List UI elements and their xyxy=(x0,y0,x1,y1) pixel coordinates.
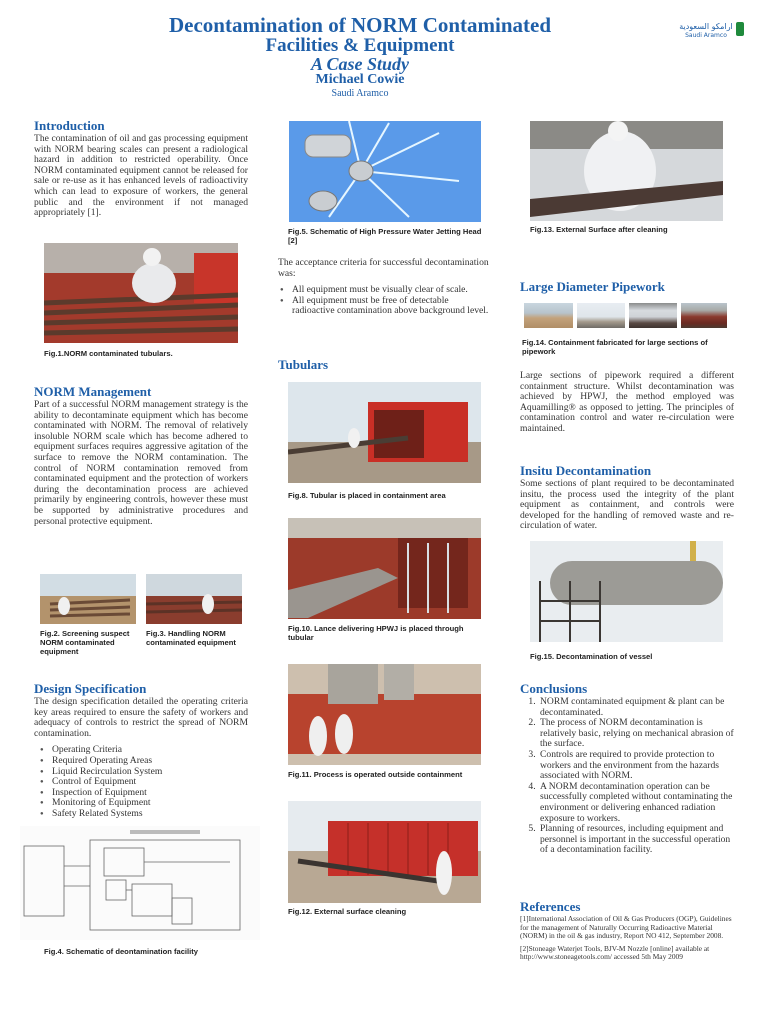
fig12-caption: Fig.12. External surface cleaning xyxy=(288,907,407,916)
fig2-caption: Fig.2. Screening suspect NORM contaminated equipment xyxy=(40,629,130,656)
fig11-image xyxy=(288,664,481,765)
list-item: ● Control of Equipment xyxy=(52,777,248,788)
fig5-caption: Fig.5. Schematic of High Pressure Water Jetting Head [2] xyxy=(288,227,482,245)
fig10-drawing xyxy=(288,518,481,619)
fig14-caption: Fig.14. Containment fabricated for large sections of pipework xyxy=(522,338,708,356)
fig13-caption: Fig.13. External Surface after cleaning xyxy=(530,225,668,234)
fig4-schematic xyxy=(20,826,260,940)
list-item: ● Required Operating Areas xyxy=(52,756,248,767)
acceptance-section xyxy=(278,258,490,317)
fig11-caption: Fig.11. Process is operated outside containment xyxy=(288,770,463,779)
fig3-drawing xyxy=(146,574,242,624)
list-item: ● Inspection of Equipment xyxy=(52,788,248,799)
list-item: ● All equipment must be free of detectable radioactive contamination above background level. xyxy=(292,296,490,317)
insitu-text: Some sections of plant required to be decontaminated insitu, the process used the integrity of the plant equipment as containment, and controls were developed for the handling of removed waste and re-circulation of water. xyxy=(520,478,734,532)
pipework-text: Large sections of pipework required a different containment structure. Whilst decontamination was achieved by HPWJ, the method employed was Aquamilling® as opposed to jetting. The principles of contamination control and water re-circulation were maintained. xyxy=(520,370,734,434)
list-item: 3. Controls are required to provide protection to workers and the environment from the hazards associated with NORM. xyxy=(538,750,734,782)
list-item: ● All equipment must be visually clear of scale. xyxy=(292,285,490,296)
tubulars-heading: Tubulars xyxy=(278,357,329,372)
fig11-drawing xyxy=(288,664,481,765)
saudi-aramco-logo xyxy=(670,22,742,44)
list-item: 2. The process of NORM decontamination is relatively basic, relying on mechanical abrasion of the surface. xyxy=(538,718,734,750)
conclusions-heading: Conclusions xyxy=(520,681,588,696)
pipework-section xyxy=(520,279,665,295)
design-spec-section xyxy=(34,681,248,820)
list-item: ● Monitoring of Equipment xyxy=(52,798,248,809)
fig3-image xyxy=(146,574,242,624)
reference-2: [2]Stoneage Waterjet Tools, BJV-M Nozzle [online] available at http://www.stoneagetools.com/ accessed 5th May 2009 xyxy=(520,943,710,962)
list-item: 5. Planning of resources, including equipment and personnel is important in the successful operation of a decontamination facility. xyxy=(538,824,734,856)
fig15-caption: Fig.15. Decontamination of vessel xyxy=(530,652,653,661)
fig10-image xyxy=(288,518,481,619)
fig12-image xyxy=(288,801,481,903)
conclusions-section xyxy=(520,681,734,856)
norm-management-section xyxy=(34,384,248,527)
fig2-drawing xyxy=(40,574,136,624)
fig4-drawing xyxy=(20,826,260,940)
introduction-text: The contamination of oil and gas processing equipment with NORM bearing scales can present a radiological hazard in addition to restricted operability. Once NORM contaminated equipment cannot be released for sale or re-use as it has enhanced levels of radioactivity which can lead to exposure of workers, the general public and the environment if not managed appropriately [1]. xyxy=(34,133,248,219)
insitu-heading: Insitu Decontamination xyxy=(520,463,652,478)
poster-subtitle: A Case Study xyxy=(310,54,410,74)
poster-title-line1: Decontamination of NORM Contaminated xyxy=(168,13,552,37)
fig5-image xyxy=(289,121,481,222)
pipework-text-block xyxy=(520,371,734,435)
fig1-drawing xyxy=(44,243,238,343)
acceptance-intro: The acceptance criteria for successful decontamination was: xyxy=(278,257,489,279)
fig2-image xyxy=(40,574,136,624)
fig12-drawing xyxy=(288,801,481,903)
fig15-drawing xyxy=(530,541,723,642)
tubulars-section xyxy=(278,357,328,373)
fig8-caption: Fig.8. Tubular is placed in containment area xyxy=(288,491,446,500)
fig5-drawing xyxy=(289,121,481,222)
fig14-image-3 xyxy=(629,303,677,328)
conclusions-list xyxy=(520,697,734,856)
fig1-caption: Fig.1.NORM contaminated tubulars. xyxy=(44,349,173,358)
fig14-image-2 xyxy=(577,303,625,328)
list-item: 4. A NORM decontamination operation can be successfully completed without contaminating the environment or delivering enhanced radiation exposure to workers. xyxy=(538,782,734,824)
references-heading: References xyxy=(520,899,581,914)
norm-management-text: Part of a successful NORM management strategy is the ability to decontaminate equipment which has become contaminated with NORM. The removal of relatively insoluble NORM scale which has become adhered to equipment surfaces requires aggressive agitation of the surface to remove the NORM contamination. The control of NORM contamination removed from contaminated equipment and the protection of workers during the decontamination process are achieved primarily by engineering controls, however these must be supported by administrative procedures and personal protective equipment. xyxy=(34,399,248,527)
fig10-caption: Fig.10. Lance delivering HPWJ is placed through tubular xyxy=(288,624,464,642)
fig8-drawing xyxy=(288,382,481,483)
fig13-drawing xyxy=(530,121,723,221)
fig1-image xyxy=(44,243,238,343)
design-spec-text: The design specification detailed the operating criteria key areas required to ensure the safety of workers and adequacy of controls to restrict the spread of NORM contamination. xyxy=(34,696,248,739)
author-affiliation: Saudi Aramco xyxy=(331,88,389,99)
introduction-section xyxy=(34,118,248,219)
fig13-image xyxy=(530,121,723,221)
list-item: ● Safety Related Systems xyxy=(52,809,248,820)
fig8-image xyxy=(288,382,481,483)
fig15-image xyxy=(530,541,723,642)
logo-mark-icon xyxy=(736,22,744,36)
design-spec-heading: Design Specification xyxy=(34,681,147,696)
norm-management-heading: NORM Management xyxy=(34,384,152,399)
poster-title-line2: Facilities & Equipment xyxy=(265,35,455,56)
introduction-heading: Introduction xyxy=(34,118,105,133)
references-section xyxy=(520,899,738,966)
author-name: Michael Cowie xyxy=(315,72,405,87)
list-item: ● Liquid Recirculation System xyxy=(52,767,248,778)
fig4-caption: Fig.4. Schematic of deontamination facility xyxy=(44,947,199,956)
logo-english-text: Saudi Aramco xyxy=(685,32,727,39)
fig3-caption: Fig.3. Handling NORM contaminated equipment xyxy=(146,629,236,647)
fig14-image-1 xyxy=(524,303,573,328)
reference-1: [1]International Association of Oil & Gas Producers (OGP), Guidelines for the management of Naturally Occurring Radioactive Material (NORM) in the oil & gas industry, Report NO 412, September 2008. xyxy=(520,914,732,941)
list-item: 1. NORM contaminated equipment & plant can be decontaminated. xyxy=(538,697,734,718)
insitu-section xyxy=(520,463,734,532)
list-item: ● Operating Criteria xyxy=(52,745,248,756)
acceptance-list xyxy=(278,285,490,317)
logo-arabic-text: ارامكو السعودية xyxy=(679,22,733,31)
design-spec-list xyxy=(34,745,248,819)
fig14-image-4 xyxy=(681,303,727,328)
pipework-heading: Large Diameter Pipework xyxy=(520,279,665,294)
